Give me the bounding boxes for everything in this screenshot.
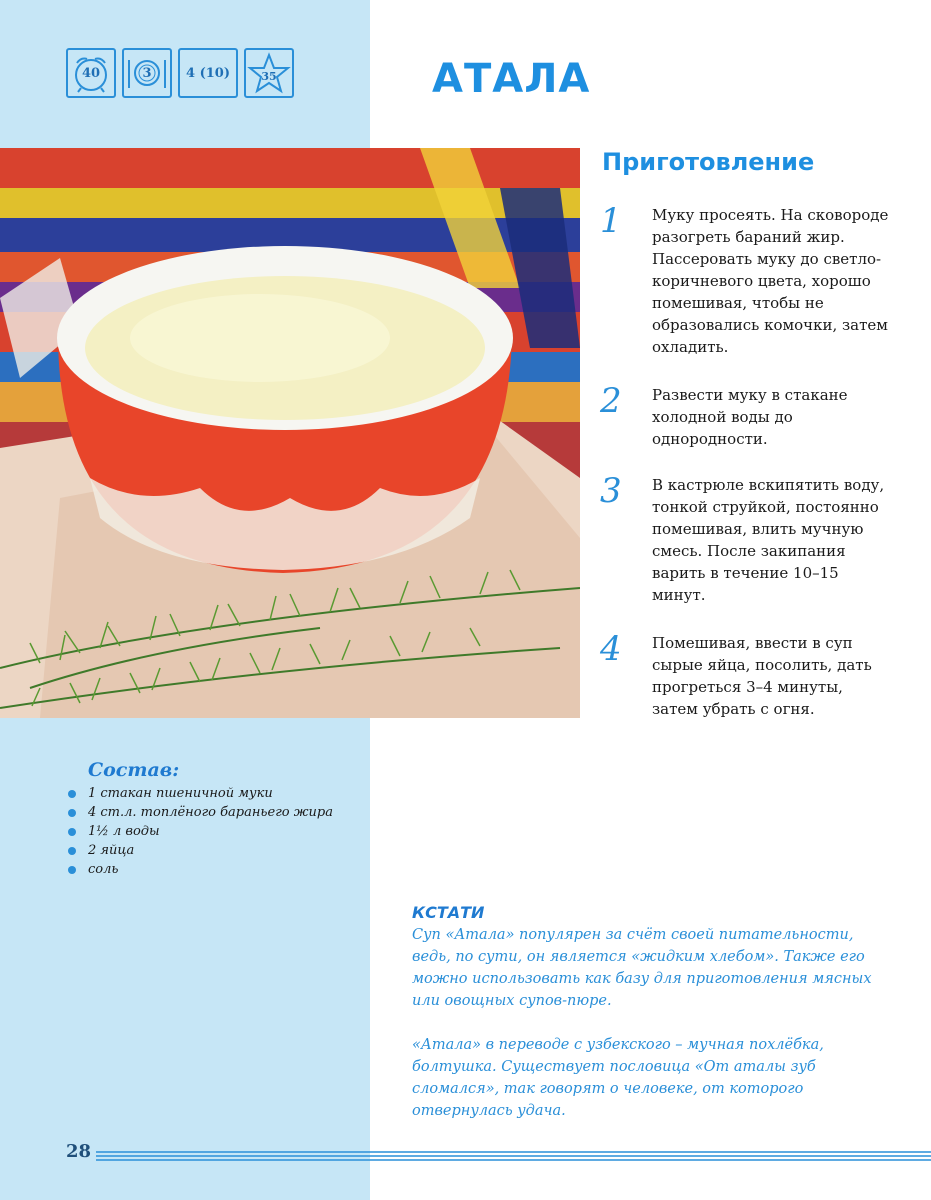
ingredient-text: 2 яйца <box>88 843 135 858</box>
calories-value: 35 <box>261 69 277 83</box>
note-block <box>412 902 892 1122</box>
bullet-icon <box>68 828 76 836</box>
bullet-icon <box>68 847 76 855</box>
portions-value: 4 (10) <box>186 65 230 81</box>
ingredient-item <box>66 803 366 822</box>
note-heading: КСТАТИ <box>412 903 485 922</box>
difficulty-value: 3 <box>142 65 152 81</box>
ingredients-heading: Состав: <box>88 759 180 781</box>
portions-badge <box>178 48 238 98</box>
recipe-title: АТАЛА <box>432 56 591 102</box>
footer-rule <box>96 1150 931 1162</box>
soup-bowl-photo <box>0 148 580 718</box>
difficulty-badge <box>122 48 172 98</box>
ingredient-text: 1 стакан пшеничной муки <box>88 786 273 801</box>
step-number: 2 <box>600 381 622 421</box>
step-text: В кастрюле вскипятить воду, тонкой струйкой, постоянно помешивая, влить мучную смесь. После закипания варить в течение 10–15 минут. <box>652 476 885 604</box>
note-paragraph: Суп «Атала» популярен за счёт своей питательности, ведь, по сути, он является «жидким хлебом». Также его можно использовать как базу для приготовления мясных или овощных супов-пюре. <box>412 927 872 1009</box>
ingredient-text: 4 ст.л. топлёного бараньего жира <box>88 805 333 820</box>
cooking-time-value: 40 <box>81 65 101 81</box>
bullet-icon <box>68 790 76 798</box>
step-text: Муку просеять. На сковороде разогреть бараний жир. Пассеровать муку до светло-коричневого цвета, хорошо помешивая, чтобы не образовались комочки, затем охладить. <box>652 206 889 356</box>
ingredient-text: 1½ л воды <box>88 824 160 839</box>
ingredient-item <box>66 822 366 841</box>
soup-bowl-illustration <box>0 148 580 718</box>
ingredient-item <box>66 841 366 860</box>
step-number: 4 <box>600 629 622 669</box>
step-number: 3 <box>600 471 622 511</box>
bullet-icon <box>68 809 76 817</box>
page-number: 28 <box>66 1141 92 1162</box>
ingredients-list <box>66 784 366 879</box>
ingredient-item <box>66 860 366 879</box>
recipe-badges <box>66 48 294 98</box>
cooking-time-badge <box>66 48 116 98</box>
step-number: 1 <box>600 201 622 241</box>
preparation-heading: Приготовление <box>602 148 815 176</box>
ingredient-item <box>66 784 366 803</box>
ingredients-block <box>66 758 366 879</box>
step-text: Развести муку в стакане холодной воды до однородности. <box>652 386 848 448</box>
ingredient-text: соль <box>88 862 119 877</box>
note-paragraph: «Атала» в переводе с узбекского – мучная похлёбка, болтушка. Существует пословица «От аталы зуб сломался», так говорят о человеке, от которого отвернулась удача. <box>412 1037 824 1119</box>
step-text: Помешивая, ввести в суп сырые яйца, посолить, дать прогреться 3–4 минуты, затем убрать с огня. <box>652 634 872 718</box>
bullet-icon <box>68 866 76 874</box>
calories-badge <box>244 48 294 98</box>
